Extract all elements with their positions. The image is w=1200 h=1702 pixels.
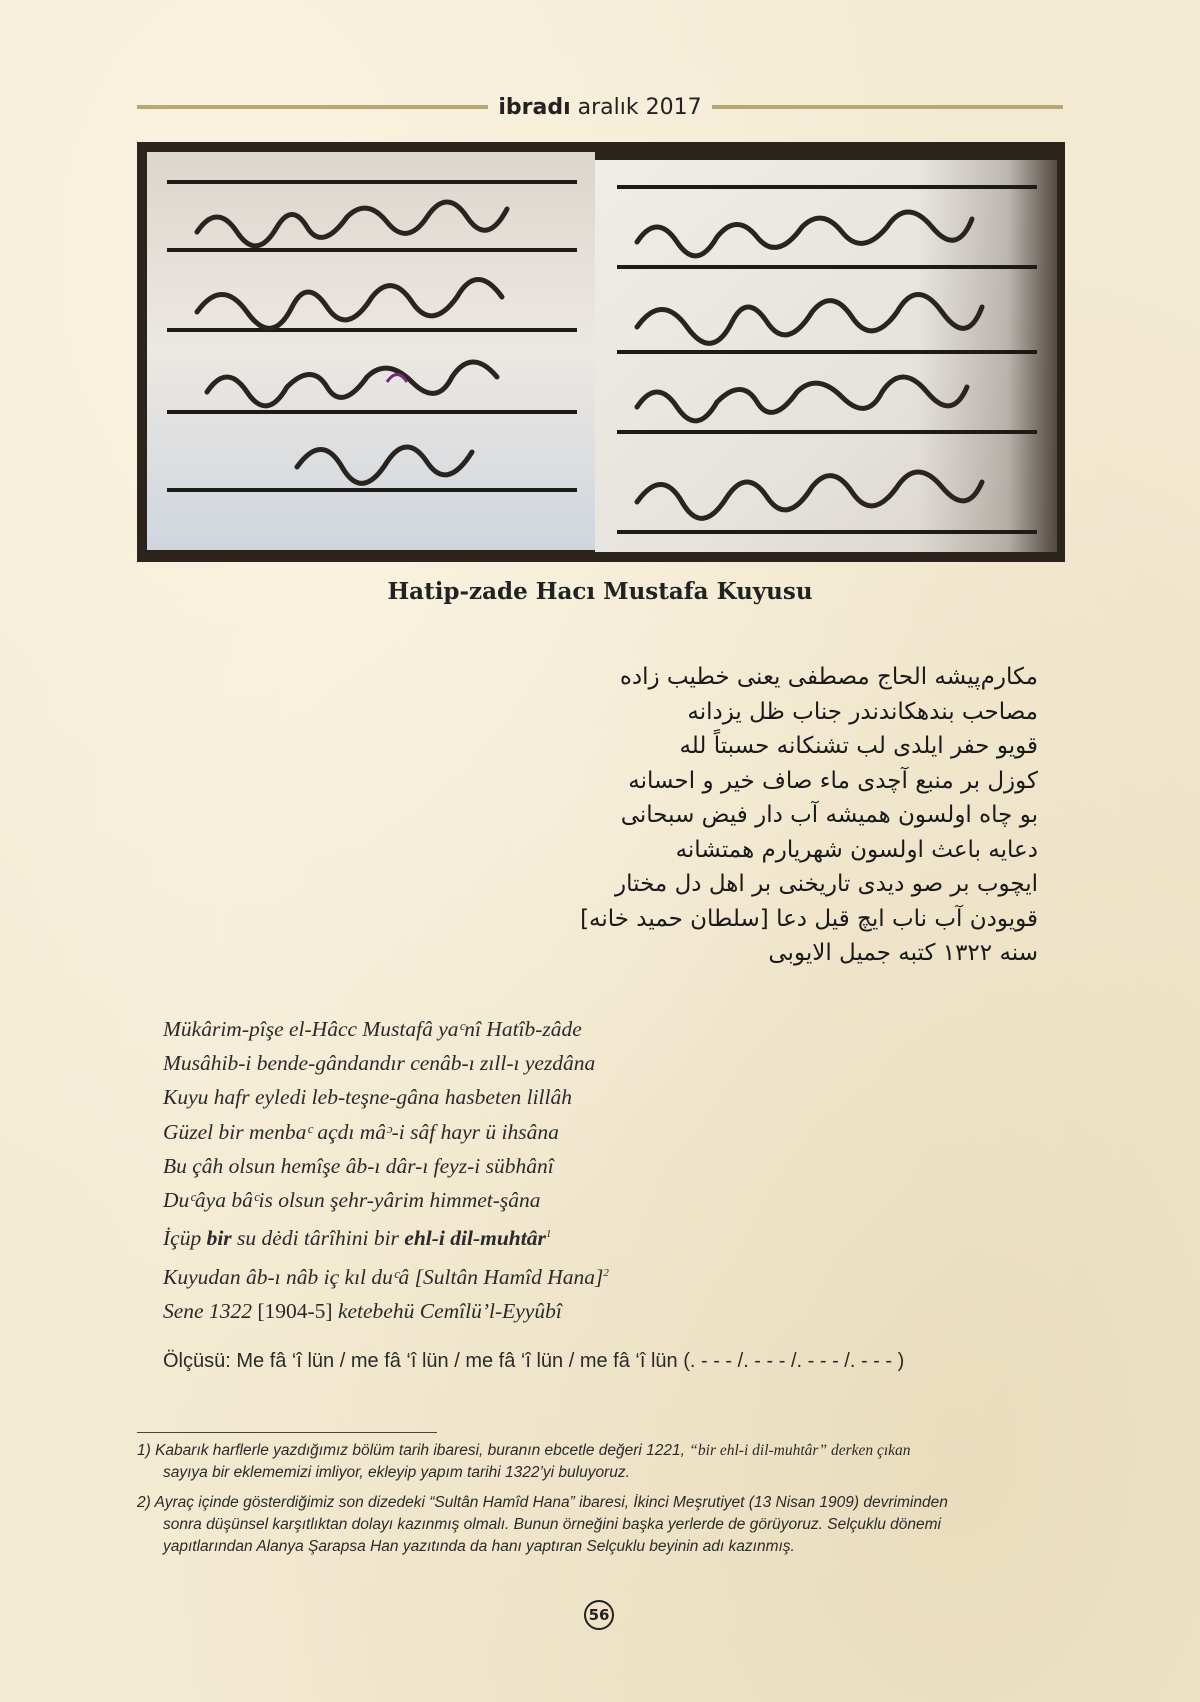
verse-bold: ehl-i dil-muhtâr — [404, 1226, 546, 1251]
verse-text: Sene 1322 — [163, 1298, 258, 1323]
ottoman-line: قويو حفر ايلدى لب تشنكانه حسبتاً لله — [679, 733, 1038, 759]
header-title — [488, 95, 711, 120]
verse-text: ketebehü Cemîlü’l-Eyyûbî — [332, 1298, 562, 1323]
footnote-line: sayıya bir eklememizi imliyor, ekleyip yapım tarihi 1322’yi buluyoruz. — [163, 1464, 630, 1481]
footnote-2 — [137, 1492, 1067, 1558]
ottoman-line: دعايه باعث اولسون شهريارم همتشانه — [675, 836, 1038, 863]
verse-bold: bir — [206, 1226, 232, 1251]
verse-line — [163, 1256, 1063, 1294]
issue-date: aralık 2017 — [577, 94, 702, 120]
inscription-photo — [137, 142, 1065, 562]
header-rule-left — [137, 105, 488, 109]
ottoman-line: مكارم‌پيشه الحاج مصطفى يعنى خطيب زاده — [619, 664, 1038, 690]
footnote-1 — [137, 1440, 1067, 1484]
page-header — [137, 92, 1063, 122]
verse-line — [163, 1217, 1063, 1255]
ottoman-line: مصاحب بندهكاندندر جناب ظل يزدانه — [687, 698, 1038, 725]
ottoman-line: بو چاه اولسون هميشه آب دار فيض سبحانى — [620, 802, 1038, 828]
footnote-ref: 2 — [603, 1266, 609, 1279]
header-rule-right — [712, 105, 1063, 109]
verse-line: Duᶜâya bâᶜis olsun şehr-yârim himmet-şâna — [163, 1188, 541, 1213]
photo-caption: Hatip-zade Hacı Mustafa Kuyusu — [387, 578, 813, 605]
footnote-ref: 1 — [545, 1228, 552, 1241]
ottoman-line: سنه ١٣٢٢ كتبه جميل الايوبى — [768, 940, 1038, 966]
footnote-text: 1) Kabarık harflerle yazdığımız bölüm tarih ibaresi, buranın ebcetle değeri 1221, — [137, 1442, 690, 1459]
footnote-line: yapıtlarından Alanya Şarapsa Han yazıtında da hanı yaptıran Selçuklu beyinin adı kazınmış. — [163, 1538, 795, 1555]
footnote-line — [137, 1440, 1067, 1462]
verse-text: Kuyudan âb-ı nâb iç kıl duᶜâ [Sultân Hamîd Hana] — [163, 1264, 604, 1289]
magazine-name: ibradı — [498, 94, 571, 120]
verse-date: [1904-5] — [257, 1298, 333, 1323]
footnote-quote: “bir ehl-i dil-muhtâr” derken çıkan — [689, 1442, 911, 1459]
meter-line: Ölçüsü: Me fâ ‘î lün / me fâ ‘î lün / me fâ ‘î lün / me fâ ‘î lün (. - - - /. - - - /. - - - /. - - - ) — [163, 1350, 905, 1372]
ottoman-line: قويودن آب ناب ايچ قيل دعا [سلطان حميد خانه] — [580, 905, 1038, 932]
footnote-line: sonra düşünsel karşıtlıktan dolayı kazınmış olmalı. Bunun örneğini başka yerlerde de görüyoruz. Selçuklu dönemi — [163, 1516, 941, 1533]
verse-line: Mükârim-pîşe el-Hâcc Mustafâ yaᶜnî Hatîb-zâde — [163, 1017, 582, 1041]
ottoman-line: كوزل بر منبع آچدى ماء صاف خير و احسانه — [628, 767, 1038, 794]
verse-line: Musâhib-i bende-gândandır cenâb-ı zıll-ı yezdâna — [163, 1051, 596, 1076]
verse-line: Bu çâh olsun hemîşe âb-ı dâr-ı feyz-i sübhânî — [163, 1153, 554, 1178]
ottoman-text — [478, 660, 1038, 971]
verse-text: İçüp — [163, 1226, 207, 1251]
ottoman-line: ايچوب بر صو ديدى تاريخنى بر اهل دل مختار — [615, 871, 1038, 897]
verse-line — [163, 1294, 1063, 1328]
verse-text: su dėdi târîhini bir — [231, 1226, 405, 1251]
footnotes — [137, 1440, 1067, 1566]
verse-line: Kuyu hafr eyledi leb-teşne-gâna hasbeten lillâh — [163, 1085, 573, 1110]
page-number: 56 — [584, 1600, 614, 1630]
verse-line: Güzel bir menbaᶜ açdı mâᵓ-i sâf hayr ü ihsâna — [163, 1119, 559, 1144]
footnote-rule — [137, 1432, 437, 1433]
transliteration — [163, 1012, 1063, 1328]
footnote-line: 2) Ayraç içinde gösterdiğimiz son dizedeki “Sultân Hamîd Hana” ibaresi, İkinci Meşrutiyet (13 Nisan 1909) devriminden — [137, 1494, 948, 1511]
